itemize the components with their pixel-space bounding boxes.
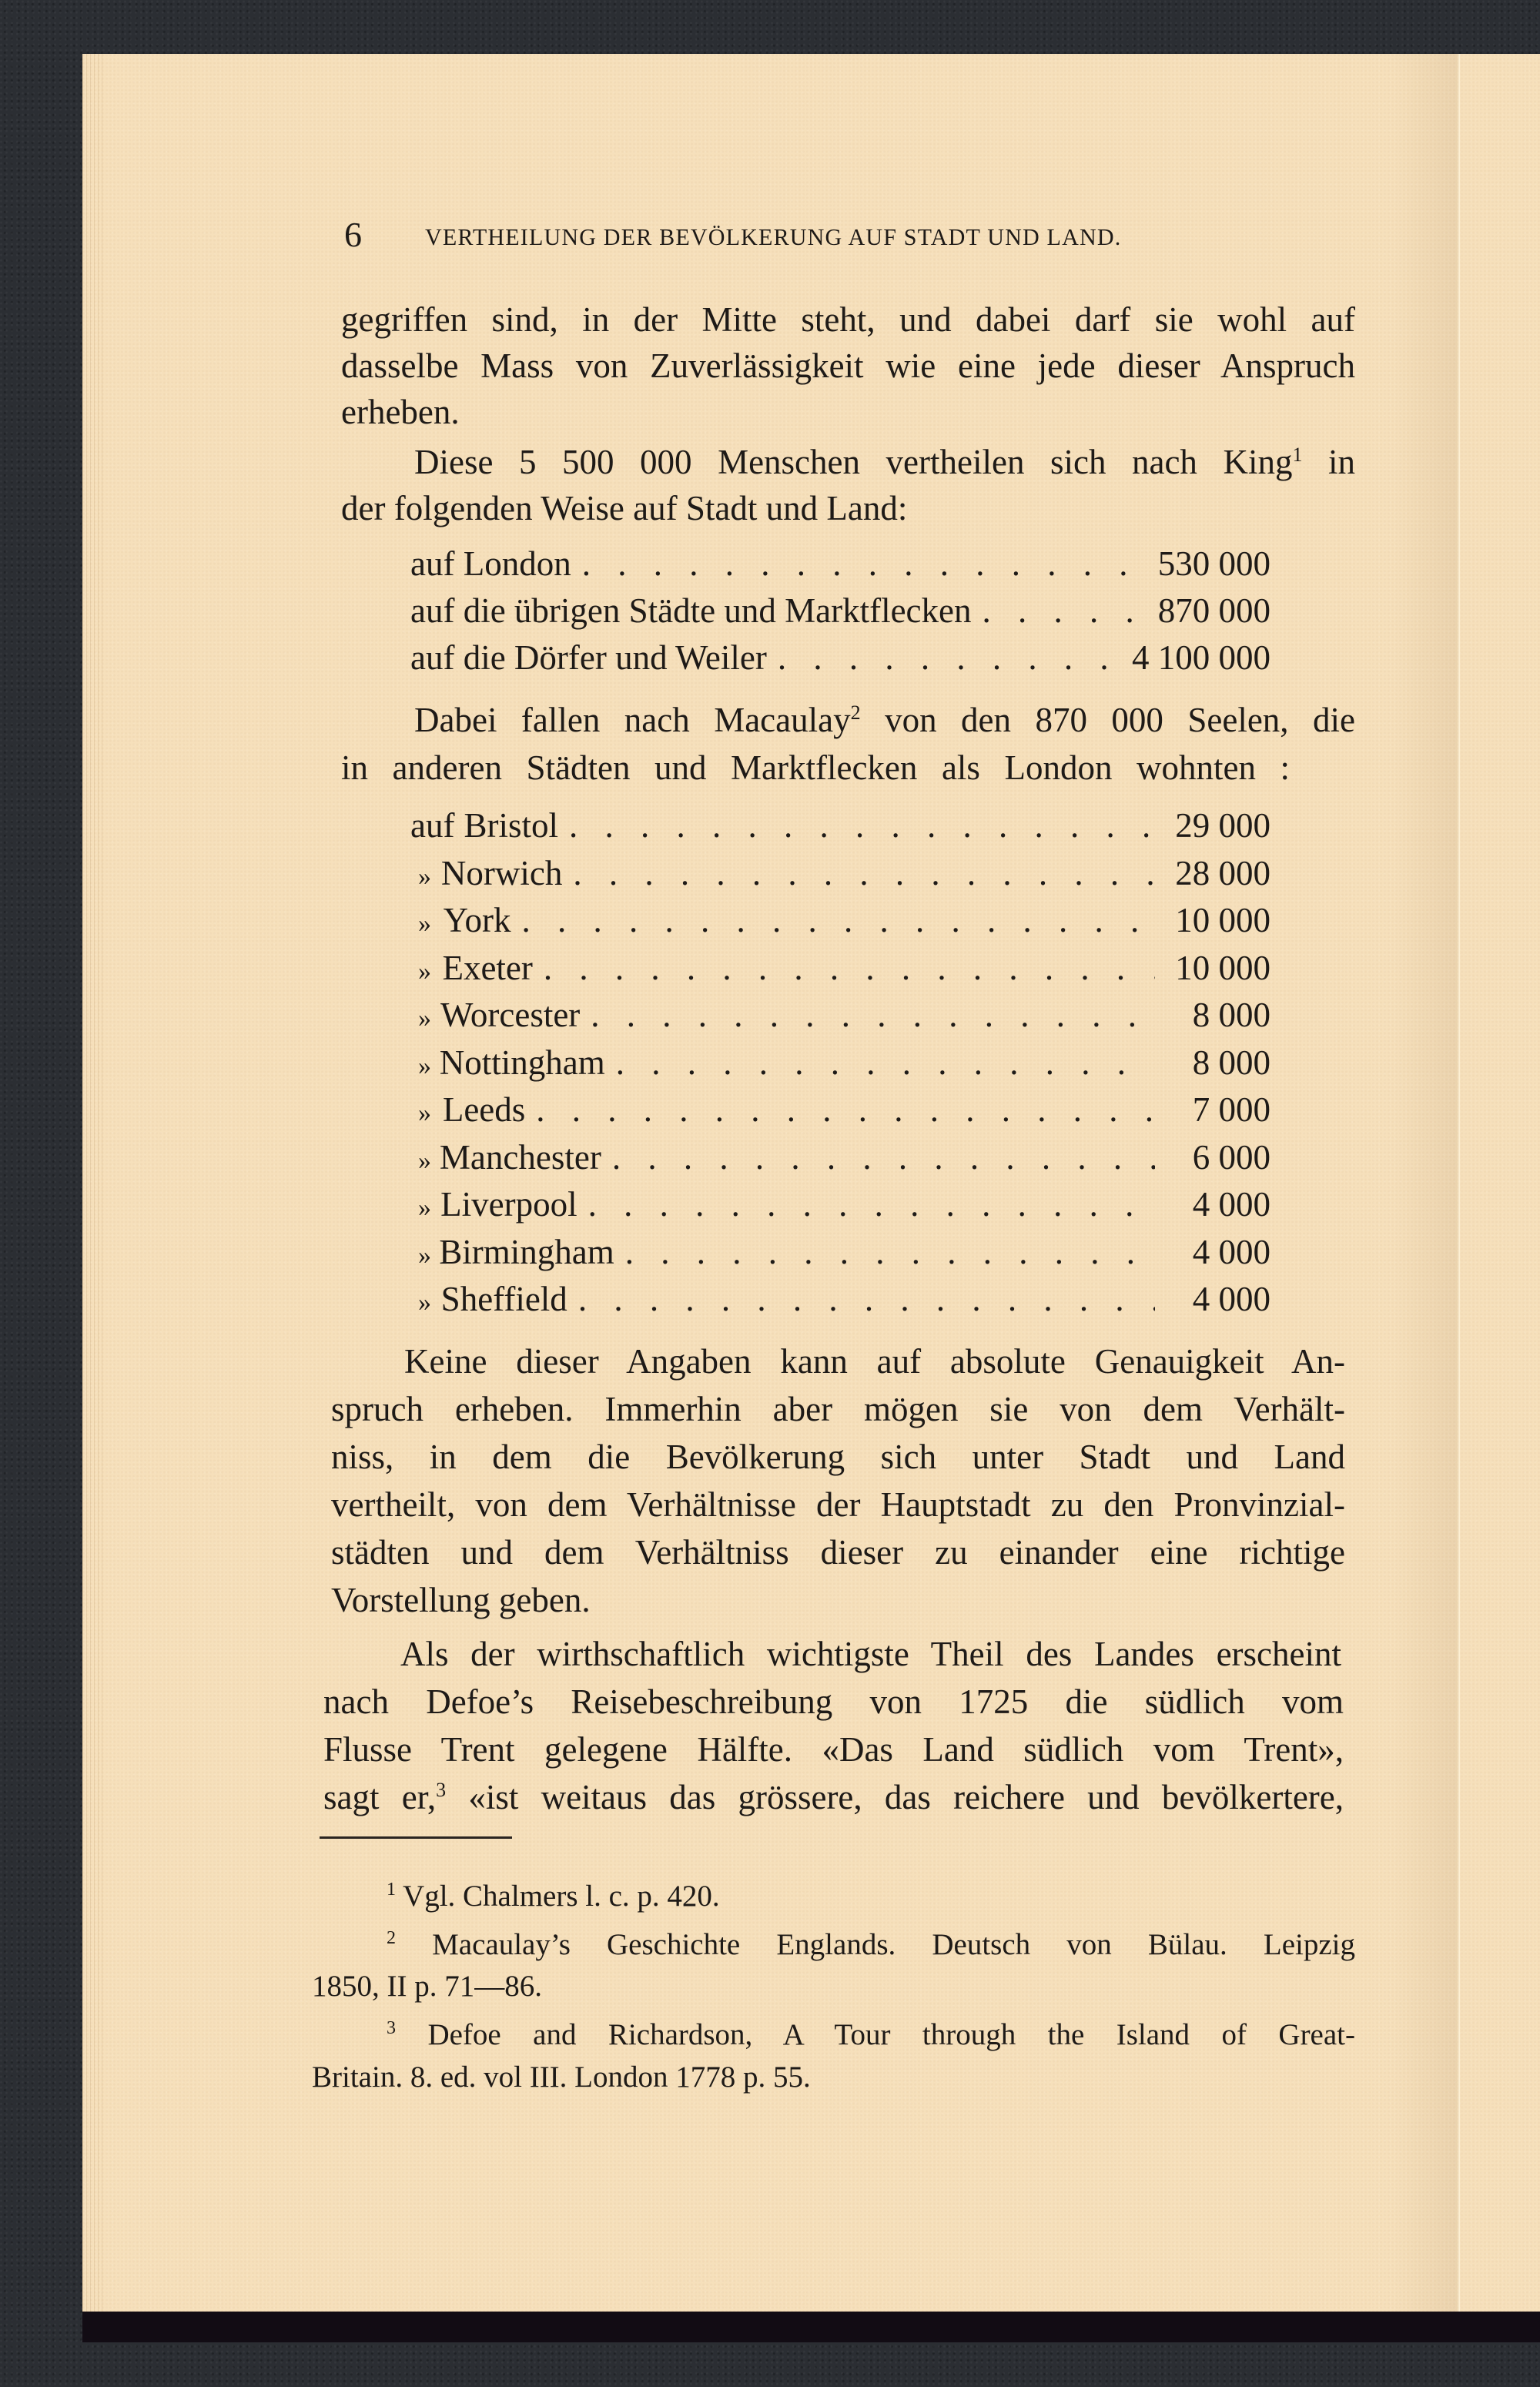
dot-leader <box>569 802 1155 849</box>
dot-leader <box>578 1276 1155 1322</box>
row-value: 870 000 <box>1157 591 1270 630</box>
table-row <box>410 945 1270 991</box>
dot-leader <box>588 1181 1155 1227</box>
paragraph-3-line-2: in anderen Städten und Marktflecken als London wohnten : <box>341 748 1290 787</box>
dot-leader <box>536 1086 1155 1133</box>
row-value: 4 000 <box>1192 1185 1270 1224</box>
table-row <box>410 992 1270 1038</box>
row-label: Liverpool <box>440 1185 578 1224</box>
dot-leader <box>778 634 1124 681</box>
ditto-mark: » <box>418 1004 431 1033</box>
paragraph-2-line-2: der folgenden Weise auf Stadt und Land: <box>341 489 908 527</box>
dot-leader <box>612 1134 1155 1180</box>
paragraph-5-line-2: nach Defoe’s Reisebeschreibung von 1725 die südlich vom <box>323 1682 1344 1721</box>
footnote-3-line-2: Britain. 8. ed. vol III. London 1778 p. 55. <box>312 2061 811 2094</box>
row-value: 530 000 <box>1157 544 1270 583</box>
row-value: 8 000 <box>1192 996 1270 1034</box>
paragraph-4-line-4: vertheilt, von dem Verhältnisse der Hauptstadt zu den Pronvinzial- <box>331 1485 1345 1524</box>
ditto-mark: » <box>418 862 431 891</box>
paragraph-1-line-3: erheben. <box>341 393 460 431</box>
paragraph-3-text: Dabei fallen nach Macaulay <box>414 701 851 739</box>
ditto-mark: » <box>418 1194 431 1222</box>
row-label: auf die Dörfer und Weiler <box>410 638 767 677</box>
row-label: auf die übrigen Städte und Marktflecken <box>410 591 972 630</box>
footnote-3-line-1 <box>387 2014 1355 2057</box>
table-row <box>410 1086 1270 1133</box>
row-label: auf London <box>410 544 571 583</box>
dot-leader <box>591 992 1155 1038</box>
table-row <box>410 541 1270 587</box>
running-title: VERTHEILUNG DER BEVÖLKERUNG AUF STADT UND LAND. <box>425 223 1122 250</box>
row-label: Birmingham <box>439 1232 614 1271</box>
table-row <box>410 1181 1270 1227</box>
paragraph-5-text-end: «ist weitaus das grössere, das reichere und bevölkertere, <box>446 1778 1344 1816</box>
footnote-separator <box>320 1836 512 1839</box>
row-value: 4 000 <box>1192 1232 1270 1271</box>
row-value: 4 000 <box>1192 1280 1270 1318</box>
table-row <box>410 1134 1270 1180</box>
table-row <box>410 588 1270 634</box>
row-label: Leeds <box>442 1090 526 1129</box>
ditto-mark: » <box>418 956 431 986</box>
table-row <box>410 1229 1270 1275</box>
row-value: 8 000 <box>1192 1043 1270 1082</box>
footnote-ref-1[interactable]: 1 <box>1292 444 1303 466</box>
dot-leader <box>573 850 1155 896</box>
paragraph-5-text: sagt er, <box>323 1778 437 1816</box>
row-value: 4 100 000 <box>1132 638 1270 677</box>
footnote-2-line-1 <box>387 1923 1355 1967</box>
dot-leader <box>616 1040 1155 1086</box>
footnote-mark: 2 <box>387 1928 396 1948</box>
dot-leader <box>582 541 1150 587</box>
page-stack-edges <box>82 54 102 2312</box>
ditto-mark: » <box>418 909 431 938</box>
row-value: 28 000 <box>1175 853 1270 892</box>
ditto-mark: » <box>418 1288 431 1317</box>
row-label: Nottingham <box>439 1043 605 1082</box>
dot-leader <box>522 897 1155 943</box>
paragraph-1-line-1: gegriffen sind, in der Mitte steht, und dabei darf sie wohl auf <box>341 300 1355 339</box>
row-value: 10 000 <box>1175 948 1270 987</box>
row-value: 7 000 <box>1192 1090 1270 1129</box>
page-fold-shadow <box>1391 54 1457 2312</box>
paragraph-5-line-1: Als der wirthschaftlich wichtigste Theil des Landes erscheint <box>400 1635 1341 1673</box>
table-row <box>410 1040 1270 1086</box>
footnote-ref-2[interactable]: 2 <box>850 701 861 724</box>
paragraph-5-line-4 <box>323 1774 1344 1820</box>
row-value: 6 000 <box>1192 1137 1270 1177</box>
row-label: Bristol <box>464 806 558 845</box>
row-label: Manchester <box>439 1137 601 1177</box>
ditto-mark: » <box>418 1146 431 1175</box>
paragraph-4-line-3: niss, in dem die Bevölkerung sich unter Stadt und Land <box>331 1438 1345 1476</box>
footnote-2-line-2: 1850, II p. 71—86. <box>312 1970 542 2003</box>
page-number: 6 <box>344 215 362 254</box>
dot-leader <box>625 1229 1155 1275</box>
paragraph-4-line-6: Vorstellung geben. <box>331 1581 591 1619</box>
footnote-mark: 1 <box>387 1880 396 1900</box>
paragraph-4-line-1: Keine dieser Angaben kann auf absolute Genauigkeit An- <box>404 1342 1345 1381</box>
paragraph-2-text: Diese 5 500 000 Menschen vertheilen sich nach King <box>414 443 1293 481</box>
ditto-mark: » <box>418 1240 431 1270</box>
paragraph-2-line-1 <box>414 439 1355 485</box>
table-row <box>410 634 1270 681</box>
paragraph-5-line-3: Flusse Trent gelegene Hälfte. «Das Land südlich vom Trent», <box>323 1730 1344 1769</box>
footnote-ref-3[interactable]: 3 <box>436 1779 447 1801</box>
book-cover-edge <box>82 2312 1540 2342</box>
row-label: Norwich <box>440 853 563 892</box>
footnote-text: Vgl. Chalmers l. c. p. 420. <box>403 1880 720 1913</box>
dot-leader <box>983 588 1150 634</box>
paragraph-1-line-2: dasselbe Mass von Zuverlässigkeit wie eine jede dieser Anspruch <box>341 346 1355 385</box>
table-row <box>410 897 1270 943</box>
paragraph-4-line-2: spruch erheben. Immerhin aber mögen sie von dem Verhält- <box>331 1390 1345 1428</box>
ditto-mark: » <box>418 1099 431 1127</box>
paragraph-2-text-end: in <box>1302 443 1355 481</box>
table-row <box>410 1276 1270 1322</box>
paragraph-3-line-1 <box>414 697 1355 743</box>
footnote-mark: 3 <box>387 2018 396 2038</box>
dot-leader <box>544 945 1155 991</box>
row-value: 10 000 <box>1175 901 1270 939</box>
paragraph-4-line-5: städten und dem Verhältniss dieser zu einander eine richtige <box>331 1533 1345 1572</box>
row-label: Sheffield <box>440 1280 567 1318</box>
table-row <box>410 802 1270 849</box>
row-label: Worcester <box>440 996 581 1034</box>
row-prefix: auf <box>410 806 455 845</box>
row-value: 29 000 <box>1175 806 1270 845</box>
page-fold <box>1457 54 1460 2312</box>
ditto-mark: » <box>418 1051 431 1080</box>
table-row <box>410 850 1270 896</box>
footnote-text: Defoe and Richardson, A Tour through the Island of Great- <box>427 2018 1356 2051</box>
footnote-1 <box>387 1875 1355 1918</box>
row-label: Exeter <box>442 948 533 987</box>
row-label: York <box>443 901 511 939</box>
paragraph-3-text-end: von den 870 000 Seelen, die <box>860 701 1355 739</box>
footnote-text: Macaulay’s Geschichte Englands. Deutsch von Bülau. Leipzig <box>432 1928 1355 1961</box>
